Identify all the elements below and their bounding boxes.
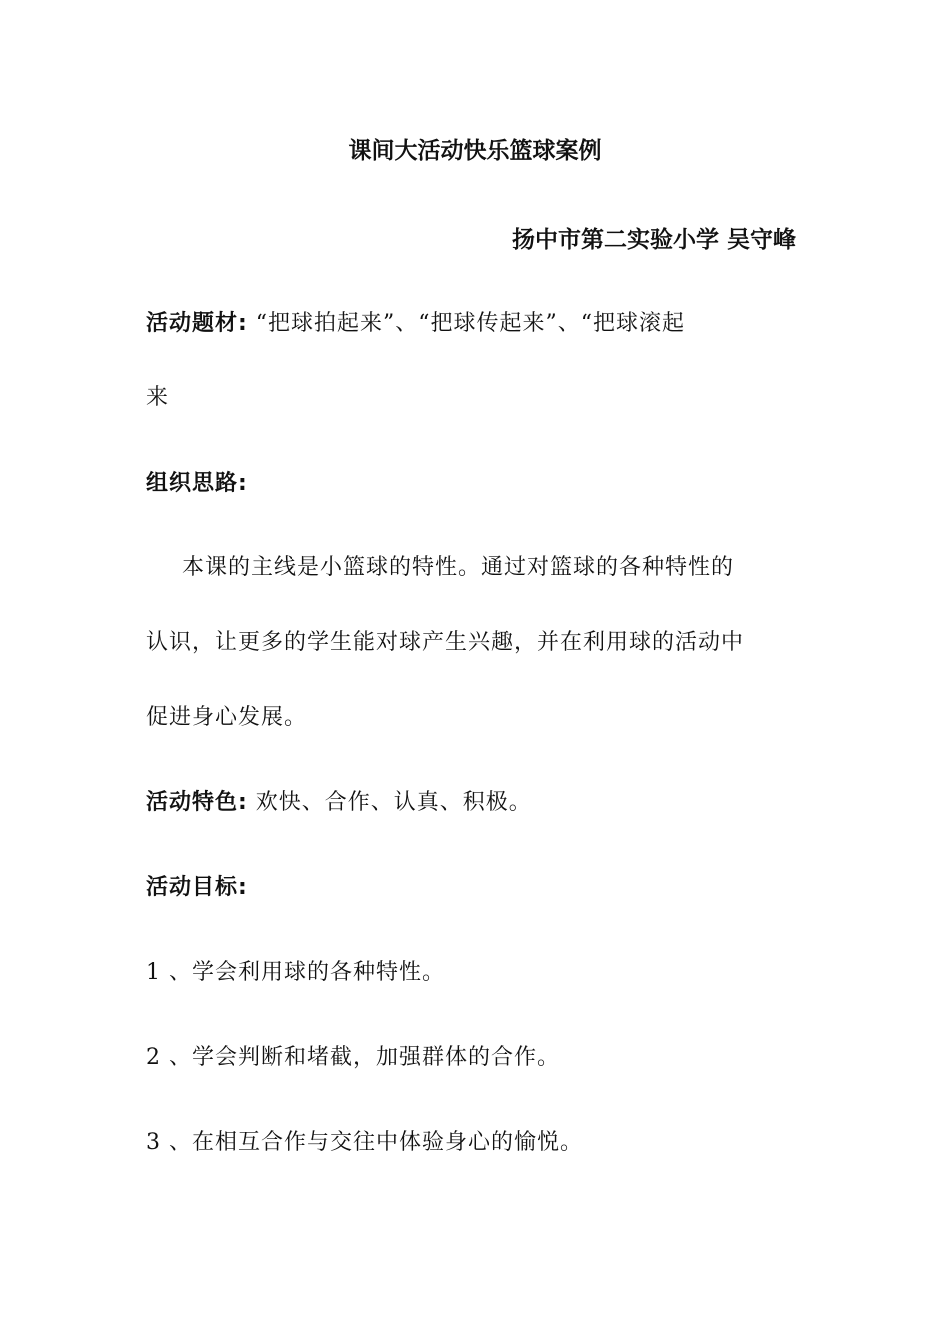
feature-label: 活动特色: [146,790,248,815]
feature-text: 欢快、合作、认真、积极。 [247,790,532,815]
approach-paragraph-line: 认识，让更多的学生能对球产生兴趣，并在利用球的活动中 [146,630,745,655]
topic-line [146,306,806,337]
goal-item: 1 、学会利用球的各种特性。 [146,960,445,985]
approach-paragraph-line: 本课的主线是小篮球的特性。通过对篮球的各种特性的 [182,555,735,580]
approach-heading: 组织思路: [146,471,248,496]
topic-text: “把球拍起来”、“把球传起来”、“把球滚起 [247,311,686,336]
approach-paragraph-line: 促进身心发展。 [146,705,308,730]
goal-item: 3 、在相互合作与交往中体验身心的愉悦。 [146,1130,583,1155]
topic-text-continued: 来 [146,385,170,410]
author-line: 扬中市第二实验小学 吴守峰 [511,227,796,253]
goals-heading: 活动目标: [146,875,248,900]
feature-line [146,785,806,816]
topic-label: 活动题材: [146,311,248,336]
document-title: 课间大活动快乐篮球案例 [348,138,602,164]
goal-item: 2 、学会判断和堵截，加强群体的合作。 [146,1045,560,1070]
